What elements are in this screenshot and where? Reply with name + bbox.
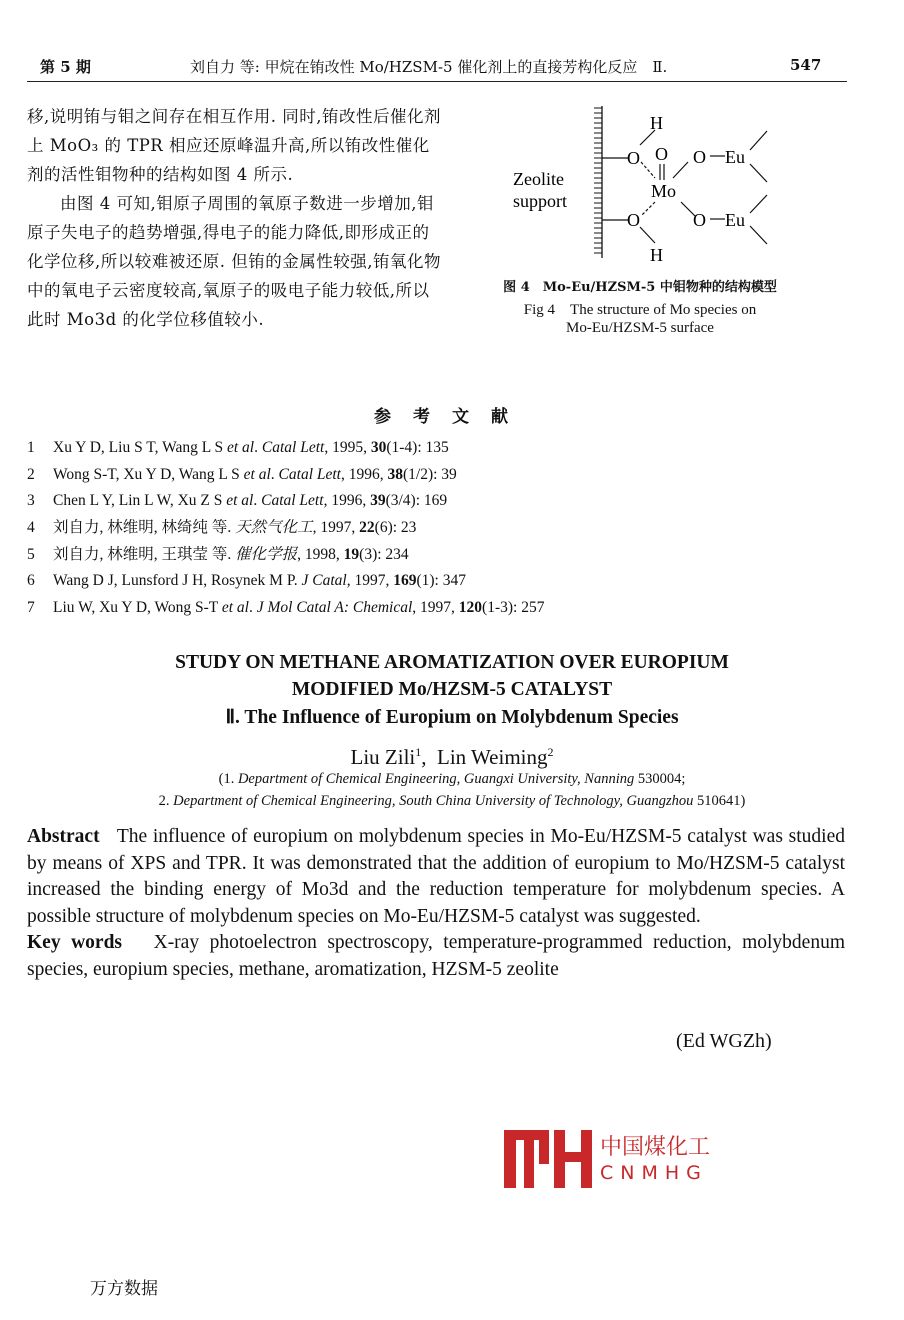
reference-volume: 39 [370,492,386,510]
reference-volume: 120 [458,599,483,617]
europium-label: Eu [725,210,745,230]
reference-volume: 22 [359,519,375,537]
body-column [27,102,442,334]
abstract-label: Abstract [27,826,100,847]
affiliation-marker: 2 [547,745,554,759]
reference-authors: Wang D J, Lunsford J H, Rosynek M P [53,572,294,590]
reference-item: 3 Chen L Y, Lin L W, Xu Z S et al. Catal Lett, 1996, 39(3/4): 169 [27,488,544,515]
figure-caption-en: Mo-Eu/HZSM-5 surface [566,320,714,336]
footer-watermark: 万方数据 [90,1279,158,1299]
reference-authors: 刘自力, 林维明, 王琪莹 等 [53,545,228,563]
oxygen-label: O [627,148,640,168]
reference-number: 4 [27,519,35,537]
english-title: STUDY ON METHANE AROMATIZATION OVER EUROPIUM [175,652,729,673]
reference-authors: 刘自力, 林维明, 林绮纯 等 [53,519,228,537]
body-paragraph: 移,说明铕与钼之间存在相互作用. 同时,铕改性后催化剂上 MoO₃ 的 TPR 相应还原峰温升高,所以铕改性催化剂的活性钼物种的结构如图 4 所示. [27,107,441,184]
molybdenum-label: Mo [651,181,677,201]
reference-journal: Catal Lett [278,465,341,483]
reference-pages: (1-3): 257 [482,599,545,617]
logo-text-cn: 中国煤化工 [600,1135,711,1160]
english-title: MODIFIED Mo/HZSM-5 CATALYST [291,679,613,700]
reference-journal: Catal Lett [261,439,325,456]
author-list: Liu Zili$^1$, Lin Weiming$^2$ [350,745,554,769]
reference-pages: (1): 347 [416,572,466,590]
support-label: Zeolite [513,169,564,189]
reference-etal: et al [226,492,254,510]
affiliation: (1. Department of Chemical Engineering, Guangxi University, Nanning 530004; [218,771,686,787]
figure-4-structure-diagram [505,98,805,273]
reference-pages: (3): 234 [359,545,409,563]
reference-authors: Chen L Y, Lin L W, Xu Z S [53,492,227,510]
reference-item: 1 Xu Y D, Liu S T, Wang L S et al. Catal Lett, 1995, 30(1-4): 135 [27,435,544,462]
english-subtitle: Ⅱ. The Influence of Europium on Molybdenum Species [225,707,679,728]
reference-year: , 1996, [323,492,371,510]
affiliation-marker: 1 [415,745,422,759]
reference-volume: 38 [387,465,403,483]
abstract-text: The influence of europium on molybdenum species in Mo-Eu/HZSM-5 catalyst was studied by means of XPS and TPR. It was demonstrated that the addition of europium to Mo/HZSM-5 catalyst increased the binding energy of Mo3d and the reduction temperature for molybdenum species. A possible structure of molybdenum species on Mo-Eu/HZSM-5 catalyst was suggested. [27,826,845,927]
references-heading: 参考文献 [374,407,530,427]
reference-item: 2 Wong S-T, Xu Y D, Wang L S et al. Catal Lett, 1996, 38(1/2): 39 [27,462,544,489]
page-number: 547 [790,56,822,74]
reference-pages: (6): 23 [374,519,417,537]
cnmhg-logo [504,1128,594,1190]
oxygen-label: O [693,147,706,167]
reference-journal: J Catal [301,572,347,590]
reference-number: 7 [27,599,35,617]
reference-year: , 1997, [312,519,360,537]
author-name: Lin Weiming [437,745,548,769]
reference-year: , 1996, [341,465,388,483]
reference-item: 5 刘自力, 林维明, 王琪莹 等. 催化学报, 1998, 19(3): 234 [27,542,544,569]
reference-journal: Catal Lett [261,492,324,510]
author-name: Liu Zili [350,745,416,769]
reference-number: 6 [27,572,35,590]
reference-authors: Wong S-T, Xu Y D, Wang L S [53,465,244,483]
logo-text-en: CNMHG [600,1162,708,1184]
reference-volume: 169 [393,572,417,590]
reference-journal: J Mol Catal A: Chemical [256,599,413,617]
issue-number: 第 5 期 [40,58,91,76]
oxygen-label: O [693,210,706,230]
reference-journal: 催化学报 [235,545,298,563]
reference-year: , 1997, [412,599,459,617]
keywords-text: X-ray photoelectron spectroscopy, temperature-programmed reduction, molybdenum species, europium species, methane, aromatization, HZSM-5 zeolite [27,932,845,980]
reference-number: 1 [27,439,35,456]
figure-caption-cn: 图 4 Mo-Eu/HZSM-5 中钼物种的结构模型 [503,280,777,295]
reference-volume: 19 [343,545,360,563]
reference-volume: 30 [370,439,387,456]
reference-number: 2 [27,465,35,483]
header-rule [27,81,847,82]
reference-item: 7 Liu W, Xu Y D, Wong S-T et al. J Mol Catal A: Chemical, 1997, 120(1-3): 257 [27,595,544,622]
oxygen-label: O [655,144,668,164]
figure-caption-en: Fig 4 The structure of Mo species on [523,302,757,318]
reference-list [27,435,544,622]
support-label: support [513,191,567,211]
reference-item: 6 Wang D J, Lunsford J H, Rosynek M P. J Catal, 1997, 169(1): 347 [27,568,544,595]
reference-etal: et al [221,599,249,617]
hydrogen-label: H [650,113,663,133]
reference-pages: (1/2): 39 [403,465,457,483]
reference-year: , 1997, [346,572,394,590]
reference-year: , 1998, [297,545,344,563]
reference-authors: Liu W, Xu Y D, Wong S-T [53,599,222,617]
reference-etal: et al [227,439,255,456]
editor-initials: (Ed WGZh) [676,1030,772,1052]
reference-pages: (1-4): 135 [386,439,449,456]
reference-year: , 1995, [324,439,371,456]
body-paragraph: 由图 4 可知,钼原子周围的氧原子数进一步增加,钼原子失电子的趋势增强,得电子的能力降低,即形成正的化学位移,所以较难被还原. 但铕的金属性较强,铕氧化物中的氧电子云密度较高,氧原子的吸电子能力较低,所以此时 Mo3d 的化学位移值较小. [27,194,441,329]
reference-number: 3 [27,492,35,510]
reference-number: 5 [27,545,35,563]
running-title: 刘自力 等: 甲烷在铕改性 Mo/HZSM-5 催化剂上的直接芳构化反应 Ⅱ. [190,58,668,76]
reference-item: 4 刘自力, 林维明, 林绮纯 等. 天然气化工, 1997, 22(6): 23 [27,515,544,542]
reference-etal: et al [243,465,271,483]
reference-pages: (3/4): 169 [385,492,448,510]
reference-authors: Xu Y D, Liu S T, Wang L S [53,439,227,456]
keywords-label: Key words [27,932,123,953]
reference-journal: 天然气化工 [235,519,313,537]
abstract-block [27,824,845,983]
hydrogen-label: H [650,245,663,265]
oxygen-label: O [627,210,640,230]
europium-label: Eu [725,147,745,167]
affiliation: 2. Department of Chemical Engineering, South China University of Technology, Guangzhou 510641) [158,793,746,809]
